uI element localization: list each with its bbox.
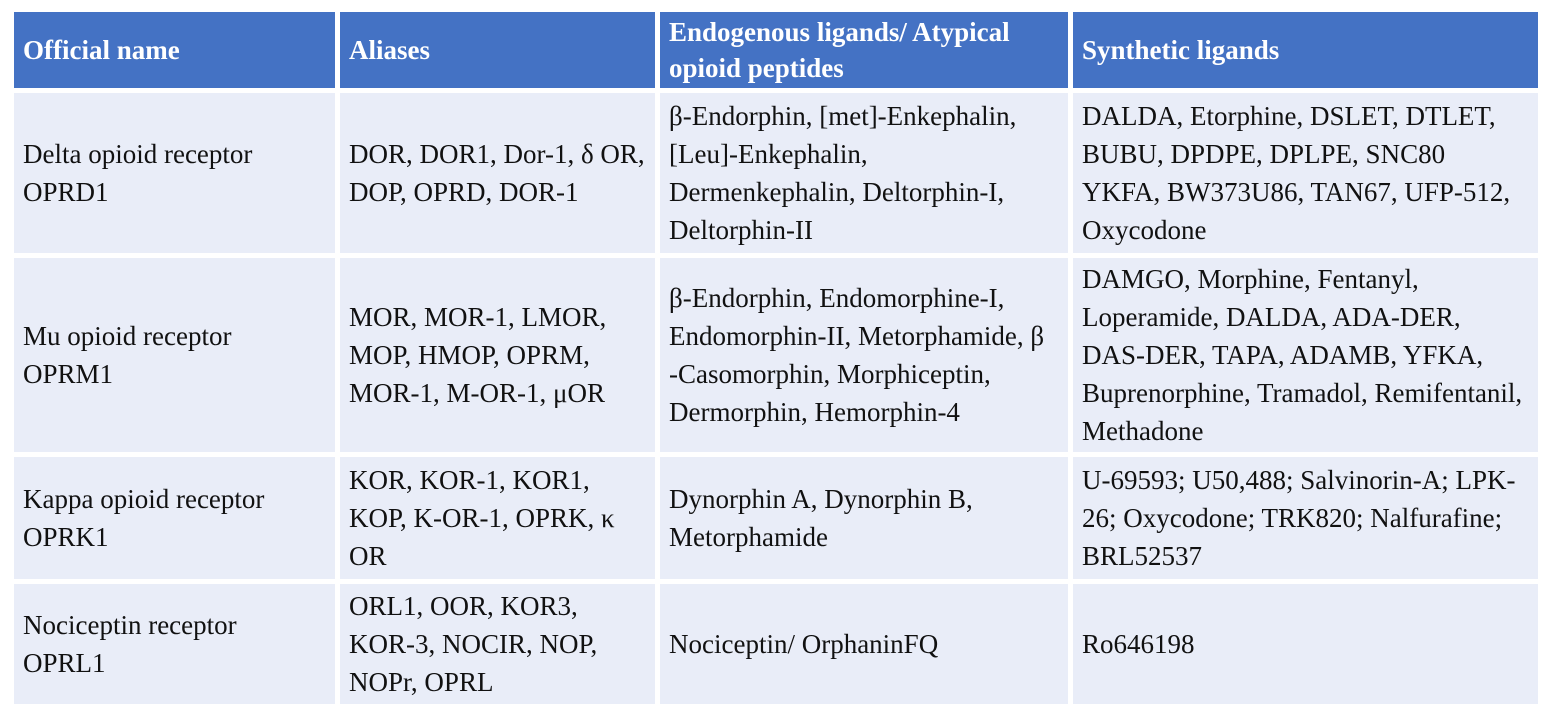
cell-official-name: Mu opioid receptor OPRM1 bbox=[14, 258, 335, 452]
cell-endogenous-ligands: β-Endorphin, [met]-Enkephalin, [Leu]-Enkephalin, Dermenkephalin, Deltorphin-I, Deltorphin-II bbox=[660, 93, 1068, 253]
cell-official-name: Delta opioid receptor OPRD1 bbox=[14, 93, 335, 253]
column-header-official-name: Official name bbox=[14, 12, 335, 88]
cell-aliases: ORL1, OOR, KOR3, KOR-3, NOCIR, NOP, NOPr, OPRL bbox=[340, 584, 655, 704]
table-row-nociceptin-receptor bbox=[14, 584, 1538, 704]
cell-synthetic-ligands: U-69593; U50,488; Salvinorin-A; LPK-26; Oxycodone; TRK820; Nalfurafine; BRL52537 bbox=[1073, 457, 1538, 579]
table-row-mu-receptor bbox=[14, 258, 1538, 452]
cell-endogenous-ligands: Nociceptin/ OrphaninFQ bbox=[660, 584, 1068, 704]
cell-endogenous-ligands: β-Endorphin, Endomorphine-I, Endomorphin-II, Metorphamide, β -Casomorphin, Morphiceptin, Dermorphin, Hemorphin-4 bbox=[660, 258, 1068, 452]
column-header-synthetic-ligands: Synthetic ligands bbox=[1073, 12, 1538, 88]
column-header-endogenous-ligands: Endogenous ligands/ Atypical opioid peptides bbox=[660, 12, 1068, 88]
cell-aliases: KOR, KOR-1, KOR1, KOP, K-OR-1, OPRK, κ OR bbox=[340, 457, 655, 579]
table-header-row bbox=[14, 12, 1538, 88]
cell-endogenous-ligands: Dynorphin A, Dynorphin B, Metorphamide bbox=[660, 457, 1068, 579]
cell-official-name: Kappa opioid receptor OPRK1 bbox=[14, 457, 335, 579]
column-header-aliases: Aliases bbox=[340, 12, 655, 88]
cell-aliases: MOR, MOR-1, LMOR, MOP, HMOP, OPRM, MOR-1, M-OR-1, μOR bbox=[340, 258, 655, 452]
cell-official-name: Nociceptin receptor OPRL1 bbox=[14, 584, 335, 704]
table-row-kappa-receptor bbox=[14, 457, 1538, 579]
cell-aliases: DOR, DOR1, Dor-1, δ OR, DOP, OPRD, DOR-1 bbox=[340, 93, 655, 253]
table-row-delta-receptor bbox=[14, 93, 1538, 253]
cell-synthetic-ligands: DALDA, Etorphine, DSLET, DTLET, BUBU, DPDPE, DPLPE, SNC80 YKFA, BW373U86, TAN67, UFP-512, Oxycodone bbox=[1073, 93, 1538, 253]
cell-synthetic-ligands: DAMGO, Morphine, Fentanyl, Loperamide, DALDA, ADA-DER, DAS-DER, TAPA, ADAMB, YFKA, Buprenorphine, Tramadol, Remifentanil, Methadone bbox=[1073, 258, 1538, 452]
opioid-receptor-table bbox=[9, 7, 1543, 709]
cell-synthetic-ligands: Ro646198 bbox=[1073, 584, 1538, 704]
